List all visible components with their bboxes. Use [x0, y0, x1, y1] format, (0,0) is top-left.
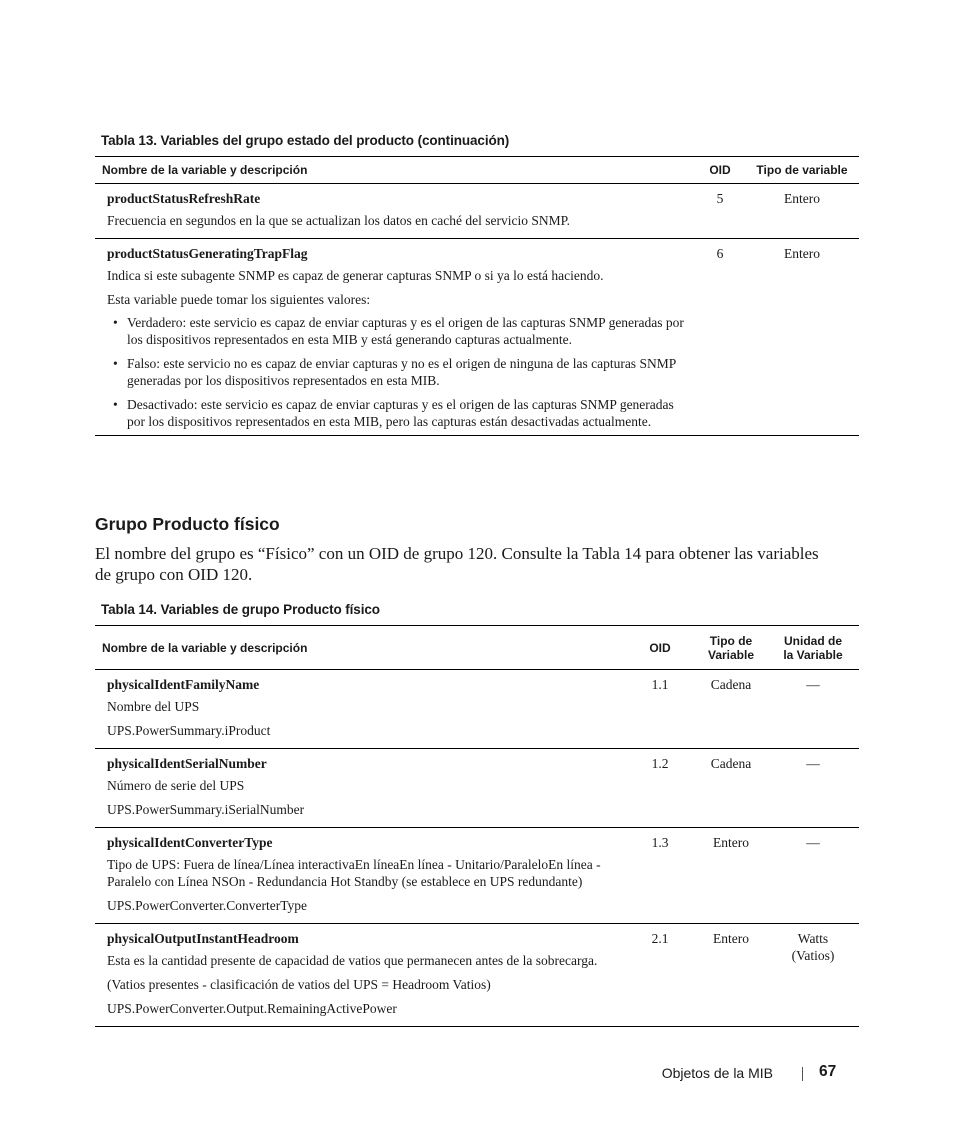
header-unit-line2: la Variable [783, 647, 843, 662]
table13-caption: Tabla 13. Variables del grupo estado del producto (continuación) [101, 133, 510, 148]
row-description-cell [95, 184, 695, 239]
table-row [95, 670, 859, 749]
footer-section-label: Objetos de la MIB [661, 1065, 773, 1081]
variable-description: Esta es la cantidad presente de capacidad de vatios que permanecen antes de la sobrecarga. [107, 953, 598, 968]
unit-value-line2: (Vatios) [791, 948, 835, 963]
table13 [95, 156, 859, 436]
header-oid: OID [649, 640, 671, 655]
list-item: • Desactivado: este servicio es capaz de enviar capturas y es el origen de las capturas SNMP generadas por los dispositivos representados en esta MIB, pero las capturas están desactivadas actualmente. [107, 396, 685, 430]
table-row [95, 184, 859, 239]
values-list [107, 314, 685, 430]
page-number: 67 [819, 1063, 837, 1080]
row-description-cell [95, 924, 625, 1027]
unit-value [767, 924, 859, 1027]
table13-header-row [95, 157, 859, 184]
variable-path: UPS.PowerConverter.ConverterType [107, 898, 308, 913]
table-row [95, 749, 859, 828]
variable-name: physicalIdentConverterType [107, 835, 273, 850]
unit-value: — [806, 756, 820, 771]
header-oid: OID [709, 163, 731, 177]
variable-name: physicalIdentFamilyName [107, 677, 260, 692]
table-row [95, 239, 859, 436]
header-type [695, 626, 767, 670]
variable-description: Indica si este subagente SNMP es capaz de generar capturas SNMP o si ya lo está haciendo. [107, 268, 604, 283]
row-description-cell [95, 828, 625, 924]
table-row [95, 924, 859, 1027]
header-unit [767, 626, 859, 670]
oid-value: 1.2 [651, 756, 669, 771]
header-type: Tipo de variable [756, 163, 848, 177]
unit-value: — [806, 677, 820, 692]
variable-path: UPS.PowerSummary.iSerialNumber [107, 802, 305, 817]
oid-value: 1.3 [651, 835, 669, 850]
variable-description: Número de serie del UPS [107, 778, 245, 793]
oid-value: 5 [716, 191, 724, 206]
type-value: Cadena [710, 756, 752, 771]
type-value: Cadena [710, 677, 752, 692]
oid-value: 2.1 [651, 931, 669, 946]
variable-path: UPS.PowerSummary.iProduct [107, 723, 271, 738]
type-value: Entero [784, 246, 820, 261]
header-type-line1: Tipo de [709, 633, 753, 648]
table-row [95, 828, 859, 924]
section-intro: El nombre del grupo es “Físico” con un OID de grupo 120. Consulte la Tabla 14 para obtener las variables de grupo con OID 120. [95, 544, 819, 584]
type-value: Entero [713, 835, 749, 850]
oid-value: 6 [716, 246, 724, 261]
type-value: Entero [784, 191, 820, 206]
unit-value: — [806, 835, 820, 850]
variable-name: physicalOutputInstantHeadroom [107, 931, 299, 946]
unit-value-line1: Watts [797, 931, 829, 946]
variable-name: productStatusGeneratingTrapFlag [107, 246, 308, 261]
row-description-cell [95, 670, 625, 749]
oid-value: 1.1 [651, 677, 669, 692]
table14-header-row [95, 626, 859, 670]
section-heading: Grupo Producto físico [95, 514, 280, 534]
page-footer [0, 1063, 954, 1085]
row-description-cell [95, 239, 695, 436]
variable-path: UPS.PowerConverter.Output.RemainingActivePower [107, 1001, 397, 1016]
header-type-line2: Variable [707, 647, 755, 662]
type-value: Entero [713, 931, 749, 946]
variable-formula: (Vatios presentes - clasificación de vatios del UPS = Headroom Vatios) [107, 977, 491, 992]
variable-description: Frecuencia en segundos en la que se actualizan los datos en caché del servicio SNMP. [107, 213, 570, 228]
list-item: • Verdadero: este servicio es capaz de enviar capturas y es el origen de las capturas SNMP generadas por los dispositivos representados en esta MIB y está generando capturas actualmente. [107, 314, 685, 348]
footer-divider [802, 1067, 803, 1081]
variable-description: Tipo de UPS: Fuera de línea/Línea interactivaEn líneaEn línea - Unitario/ParaleloEn línea - Paralelo con Línea NSOn - Redundancia Hot Standby (se establece en UPS redundante) [107, 857, 601, 889]
values-intro: Esta variable puede tomar los siguientes valores: [107, 292, 371, 307]
variable-name: productStatusRefreshRate [107, 191, 261, 206]
row-description-cell [95, 749, 625, 828]
variable-name: physicalIdentSerialNumber [107, 756, 267, 771]
table14-caption: Tabla 14. Variables de grupo Producto físico [101, 602, 380, 617]
table14 [95, 625, 859, 1027]
header-unit-line1: Unidad de [783, 633, 842, 648]
header-name: Nombre de la variable y descripción [102, 163, 308, 177]
list-item: • Falso: este servicio no es capaz de enviar capturas y no es el origen de ninguna de las capturas SNMP generadas por los dispositivos representados en esta MIB. [107, 355, 685, 389]
header-name: Nombre de la variable y descripción [102, 640, 308, 655]
variable-description: Nombre del UPS [107, 699, 200, 714]
